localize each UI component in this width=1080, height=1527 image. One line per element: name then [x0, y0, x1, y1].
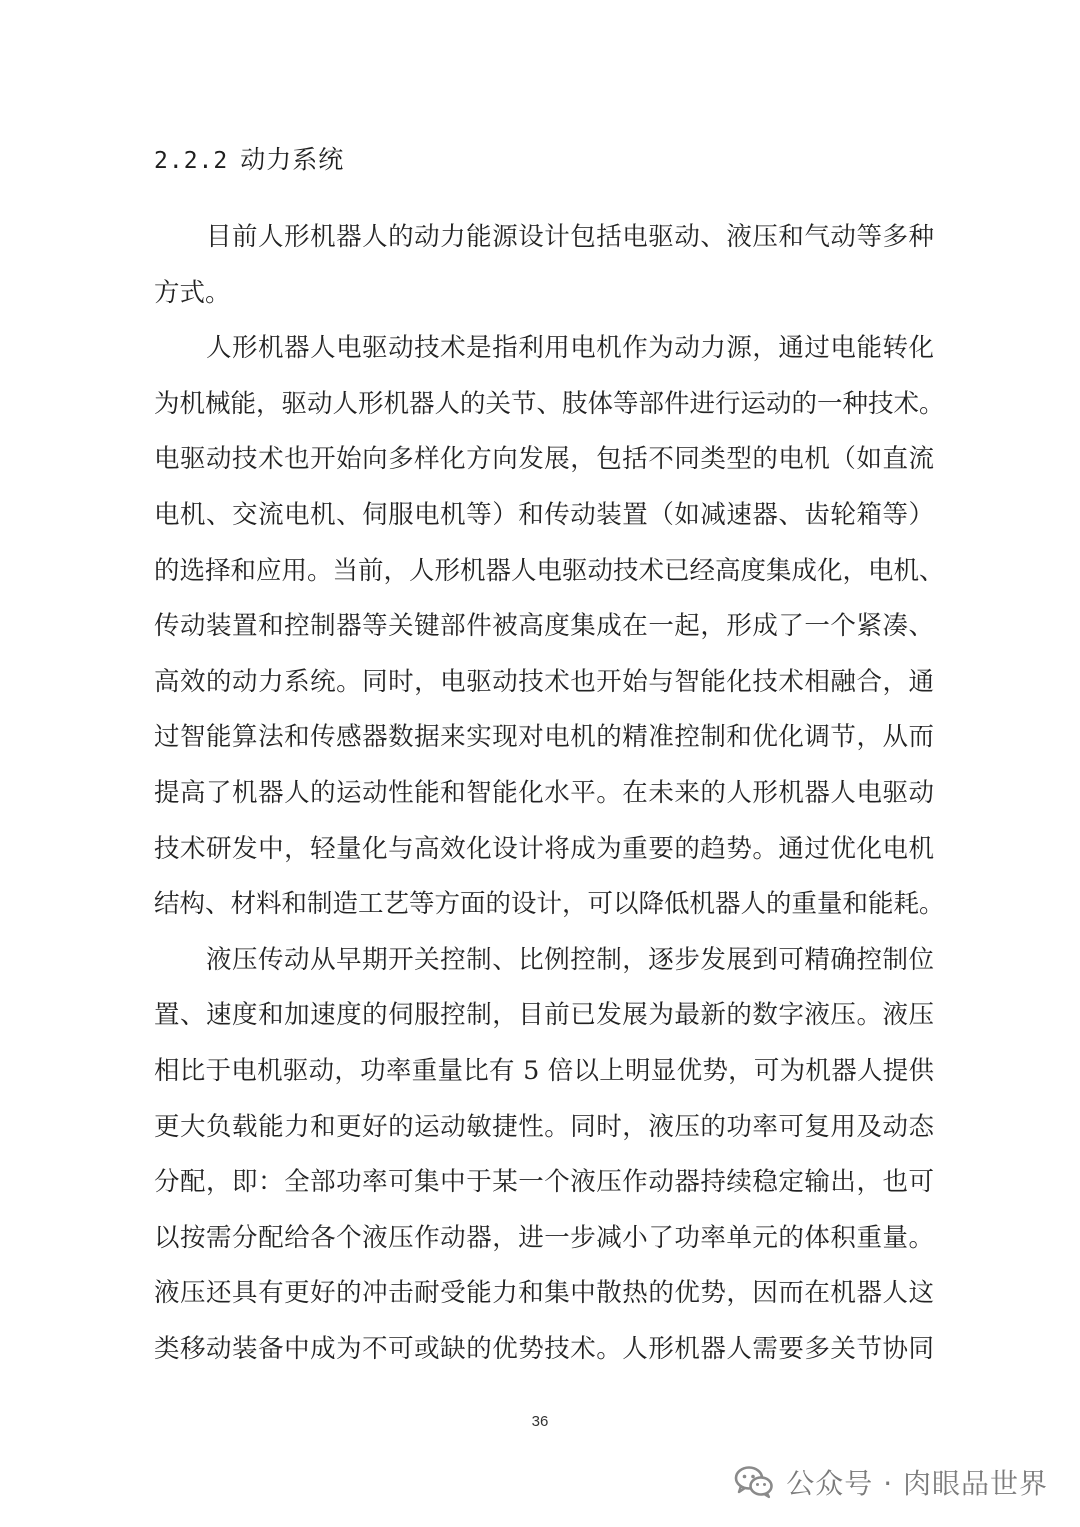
- watermark-text: 公众号 · 肉眼品世界: [786, 1467, 1048, 1500]
- text-line: 高效的动力系统。同时，电驱动技术也开始与智能化技术相融合，通: [154, 666, 934, 697]
- text-line: 置、速度和加速度的伺服控制，目前已发展为最新的数字液压。液压: [154, 1000, 934, 1031]
- text-line: 目前人形机器人的动力能源设计包括电驱动、液压和气动等多种: [206, 222, 934, 252]
- page-number: 36: [531, 1413, 549, 1430]
- text-line: 人形机器人电驱动技术是指利用电机作为动力源，通过电能转化: [206, 333, 934, 364]
- section-heading: [154, 140, 344, 181]
- text-line: 提高了机器人的运动性能和智能化水平。在未来的人形机器人电驱动: [154, 777, 934, 808]
- wechat-icon: [734, 1465, 774, 1499]
- text-line: 为机械能，驱动人形机器人的关节、肢体等部件进行运动的一种技术。: [154, 388, 945, 419]
- text-line: 电驱动技术也开始向多样化方向发展，包括不同类型的电机（如直流: [154, 444, 934, 475]
- text-line: 类移动装备中成为不可或缺的优势技术。人形机器人需要多关节协同: [154, 1333, 934, 1364]
- section-number: 2.2.2: [154, 148, 229, 174]
- body-text: [154, 210, 945, 1377]
- text-line: 传动装置和控制器等关键部件被高度集成在一起，形成了一个紧凑、: [154, 611, 934, 642]
- text-line: 电机、交流电机、伺服电机等）和传动装置（如减速器、齿轮箱等）: [154, 499, 934, 530]
- text-line: 以按需分配给各个液压作动器，进一步减小了功率单元的体积重量。: [154, 1222, 934, 1253]
- text-line: 液压传动从早期开关控制、比例控制，逐步发展到可精确控制位: [206, 944, 934, 975]
- text-line: 方式。: [154, 277, 231, 308]
- text-line: 分配，即：全部功率可集中于某一个液压作动器持续稳定输出，也可: [154, 1167, 934, 1198]
- text-line: 结构、材料和制造工艺等方面的设计，可以降低机器人的重量和能耗。: [154, 889, 945, 920]
- text-line: 液压还具有更好的冲击耐受能力和集中散热的优势，因而在机器人这: [154, 1278, 934, 1309]
- text-line: 的选择和应用。当前，人形机器人电驱动技术已经高度集成化，电机、: [154, 555, 945, 586]
- text-line: 相比于电机驱动，功率重量比有 5 倍以上明显优势，可为机器人提供: [154, 1055, 934, 1086]
- watermark: [734, 1462, 1048, 1502]
- text-line: 技术研发中，轻量化与高效化设计将成为重要的趋势。通过优化电机: [154, 833, 934, 864]
- section-title: 动力系统: [240, 145, 345, 174]
- text-line: 过智能算法和传感器数据来实现对电机的精准控制和优化调节，从而: [154, 722, 934, 753]
- text-line: 更大负载能力和更好的运动敏捷性。同时，液压的功率可复用及动态: [154, 1111, 934, 1142]
